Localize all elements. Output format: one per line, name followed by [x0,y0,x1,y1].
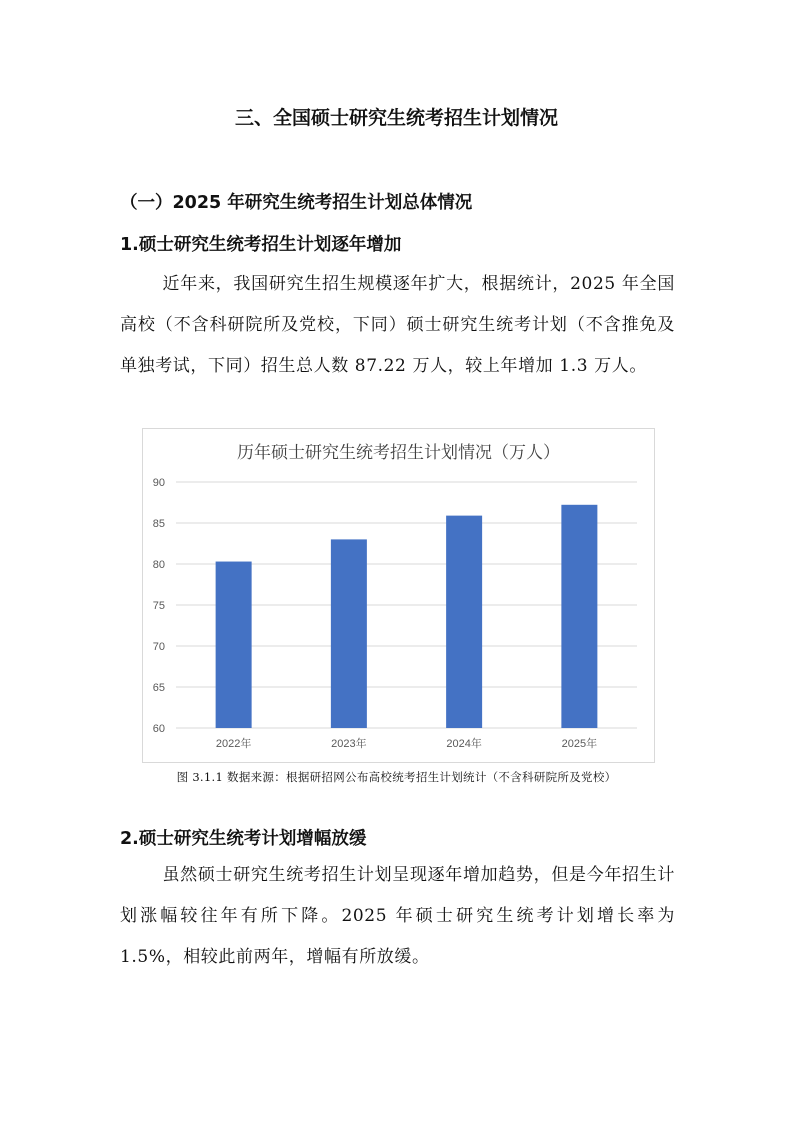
paragraph-2: 虽然硕士研究生统考招生计划呈现逐年增加趋势，但是今年招生计划涨幅较往年有所下降。2025 年硕士研究生统考计划增长率为 1.5%，相较此前两年，增幅有所放缓。 [120,865,675,967]
bar-chart-svg [143,429,654,762]
paragraph-1: 近年来，我国研究生招生规模逐年扩大，根据统计，2025 年全国高校（不含科研院所及党校，下同）硕士研究生统考计划（不含推免及单独考试，下同）招生总人数 87.22 万人，较上年增加 1.3 万人。 [120,274,675,376]
bar [561,505,597,728]
bar [216,562,252,728]
x-tick-label: 2022年 [215,738,252,750]
y-tick-label: 70 [152,641,165,653]
x-tick-label: 2024年 [446,738,482,750]
chart-title: 历年硕士研究生统考招生计划情况（万人） [237,443,560,463]
y-tick-label: 90 [152,477,165,489]
heading-2: 2.硕士研究生统考计划增幅放缓 [120,829,367,849]
bar [331,539,367,728]
y-tick-label: 75 [152,600,165,612]
y-tick-label: 85 [152,518,165,530]
subsection-title: （一）2025 年研究生统考招生计划总体情况 [120,193,473,213]
y-tick-label: 80 [152,559,165,571]
x-tick-label: 2023年 [331,738,367,750]
figure-caption: 图 3.1.1 数据来源：根据研招网公布高校统考招生计划统计（不含科研院所及党校） [176,770,617,784]
bar-chart [142,428,655,763]
bar [446,516,482,728]
heading-1: 1.硕士研究生统考招生计划逐年增加 [120,235,402,255]
y-tick-label: 60 [152,723,165,735]
x-tick-label: 2025年 [561,738,598,750]
section-title: 三、全国硕士研究生统考招生计划情况 [234,107,558,129]
y-tick-label: 65 [152,682,165,694]
